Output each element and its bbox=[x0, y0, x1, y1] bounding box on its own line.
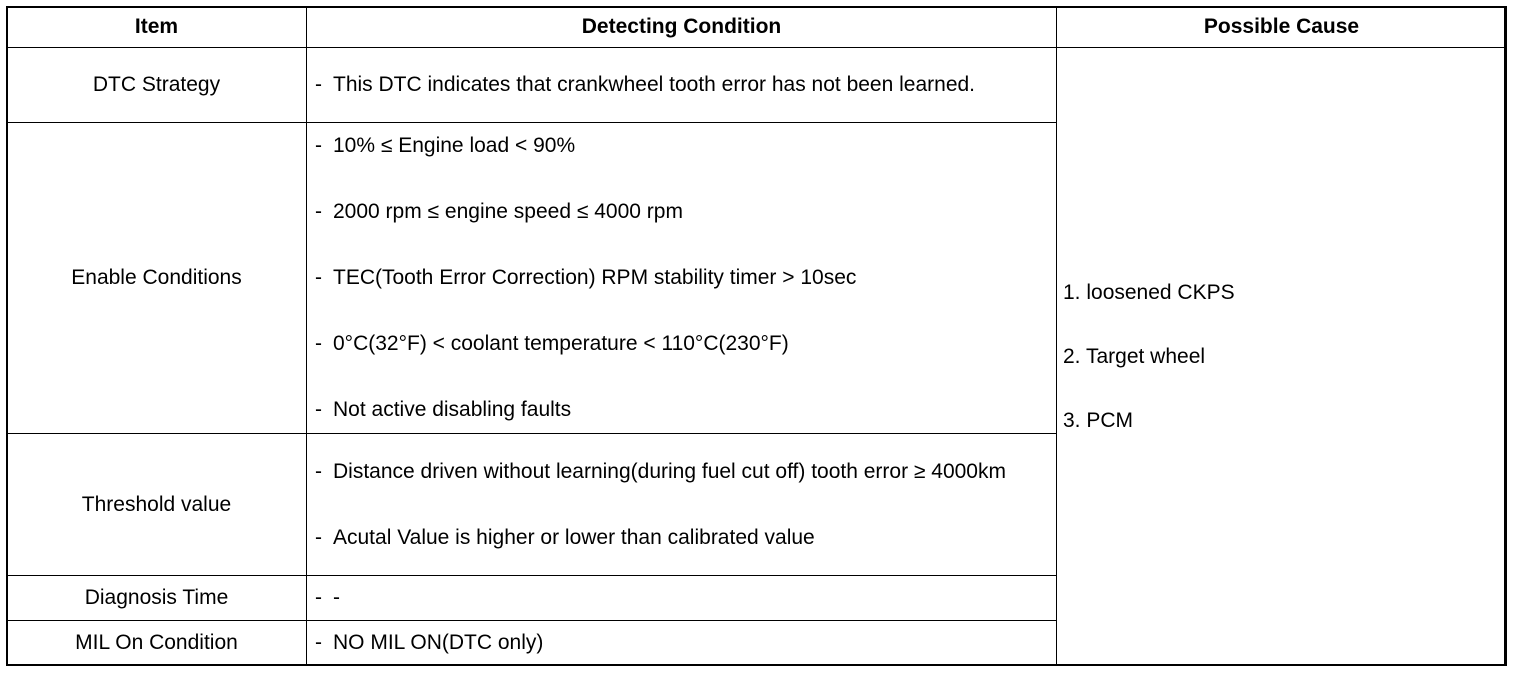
header-detecting-condition: Detecting Condition bbox=[307, 7, 1057, 48]
table-row bbox=[7, 48, 1507, 123]
row-item-dtc-strategy: DTC Strategy bbox=[7, 48, 307, 123]
row-item-enable-conditions: Enable Conditions bbox=[7, 123, 307, 434]
row-conditions bbox=[307, 123, 1057, 434]
condition-item: - Not active disabling faults bbox=[313, 397, 1050, 423]
row-item-mil-on-condition: MIL On Condition bbox=[7, 621, 307, 666]
row-item-threshold-value: Threshold value bbox=[7, 434, 307, 576]
possible-cause-cell bbox=[1057, 48, 1507, 666]
row-conditions bbox=[307, 576, 1057, 621]
condition-list bbox=[313, 133, 1050, 423]
condition-list bbox=[313, 72, 1050, 98]
header-possible-cause: Possible Cause bbox=[1057, 7, 1507, 48]
condition-list bbox=[313, 585, 1050, 611]
condition-item: - - bbox=[313, 585, 1050, 611]
row-conditions bbox=[307, 434, 1057, 576]
condition-list bbox=[313, 459, 1050, 551]
condition-item: - Distance driven without learning(during fuel cut off) tooth error ≥ 4000km bbox=[313, 459, 1050, 485]
condition-item: - TEC(Tooth Error Correction) RPM stability timer > 10sec bbox=[313, 265, 1050, 291]
condition-item: - 2000 rpm ≤ engine speed ≤ 4000 rpm bbox=[313, 199, 1050, 225]
row-conditions bbox=[307, 621, 1057, 666]
condition-item: - This DTC indicates that crankwheel tooth error has not been learned. bbox=[313, 72, 1050, 98]
condition-item: - 0°C(32°F) < coolant temperature < 110°C(230°F) bbox=[313, 331, 1050, 357]
possible-cause-item: 3. PCM bbox=[1063, 408, 1134, 432]
row-conditions bbox=[307, 48, 1057, 123]
possible-cause-item: 1. loosened CKPS bbox=[1063, 280, 1235, 304]
possible-cause-item: 2. Target wheel bbox=[1063, 344, 1206, 368]
row-item-diagnosis-time: Diagnosis Time bbox=[7, 576, 307, 621]
header-row bbox=[7, 7, 1507, 48]
condition-list bbox=[313, 630, 1050, 656]
condition-item: - NO MIL ON(DTC only) bbox=[313, 630, 1050, 656]
condition-item: - Acutal Value is higher or lower than calibrated value bbox=[313, 525, 1050, 551]
condition-item: - 10% ≤ Engine load < 90% bbox=[313, 133, 1050, 159]
dtc-table bbox=[6, 6, 1507, 666]
possible-cause-list bbox=[1063, 280, 1500, 434]
header-item: Item bbox=[7, 7, 307, 48]
